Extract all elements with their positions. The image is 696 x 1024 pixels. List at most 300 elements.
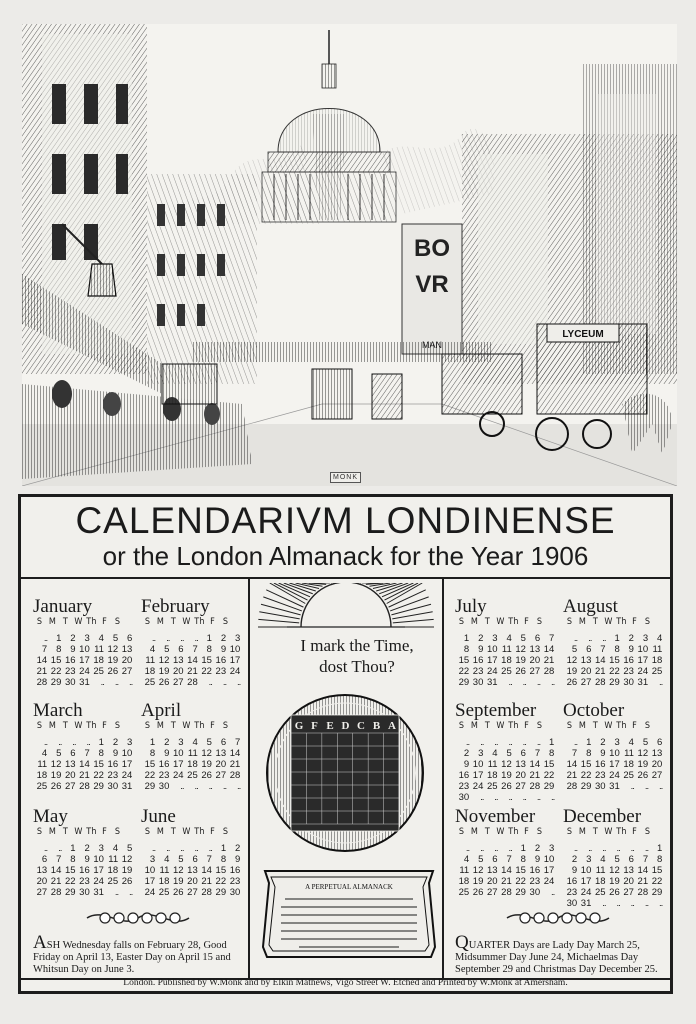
dial-letter: C bbox=[357, 720, 365, 732]
month-name: January bbox=[33, 596, 93, 617]
week-row bbox=[563, 650, 667, 666]
day-cell: 29 bbox=[543, 781, 555, 792]
day-cell: .. bbox=[100, 677, 104, 688]
week-row bbox=[141, 743, 245, 759]
month-name: March bbox=[33, 700, 83, 721]
day-cell: 28 bbox=[187, 677, 198, 688]
week-row bbox=[455, 765, 559, 781]
day-cell: 4 bbox=[98, 633, 104, 644]
day-cell: .. bbox=[151, 633, 156, 644]
day-cell: 18 bbox=[93, 655, 104, 666]
week-row bbox=[455, 787, 559, 803]
day-cell: 3 bbox=[492, 633, 498, 644]
day-cell: 8 bbox=[549, 748, 555, 759]
day-cell: 6 bbox=[70, 748, 76, 759]
day-cell: 21 bbox=[36, 666, 48, 677]
day-cell: 19 bbox=[107, 655, 119, 666]
day-cell: 6 bbox=[492, 854, 498, 865]
day-cell: 17 bbox=[580, 876, 592, 887]
day-cell: 31 bbox=[486, 677, 498, 688]
weekday-label: S bbox=[114, 827, 121, 837]
weekday-label: S bbox=[536, 617, 543, 627]
month-november bbox=[455, 806, 559, 898]
weekday-label: S bbox=[644, 827, 651, 837]
perpetual-dial bbox=[265, 693, 425, 858]
day-cell: 17 bbox=[609, 759, 620, 770]
day-cell: 15 bbox=[580, 759, 592, 770]
weekday-label: Th bbox=[86, 617, 97, 627]
week-row bbox=[33, 732, 137, 748]
month-name: December bbox=[563, 806, 642, 827]
day-cell: .. bbox=[480, 737, 484, 748]
day-cell: 22 bbox=[144, 770, 156, 781]
month-name: February bbox=[141, 596, 210, 617]
weekday-label: F bbox=[102, 617, 107, 627]
week-row bbox=[563, 882, 667, 898]
day-cell: 1 bbox=[549, 737, 555, 748]
day-cell: 4 bbox=[628, 737, 634, 748]
day-cell: 23 bbox=[229, 876, 241, 887]
day-cell: 30 bbox=[594, 781, 606, 792]
day-cell: 17 bbox=[144, 876, 156, 887]
month-name: May bbox=[33, 806, 68, 827]
day-cell: .. bbox=[129, 677, 133, 688]
day-cell: 10 bbox=[93, 854, 104, 865]
day-cell: .. bbox=[58, 737, 62, 748]
day-cell: 1 bbox=[149, 737, 156, 748]
weekday-label: M bbox=[578, 827, 587, 837]
day-cell: 17 bbox=[543, 865, 555, 876]
publisher-footer: London. Published by W.Monk and by Elkin Mathews, Vigo Street W. Etched and Printed by W.Monk at Amersham. bbox=[123, 978, 568, 988]
note-left-text: SH Wednesday falls on February 28, Good Friday on April 13, Easter Day on April 15 and Whitsun Day on June 3. bbox=[33, 940, 231, 975]
day-cell: 28 bbox=[50, 887, 62, 898]
day-cell: 2 bbox=[235, 843, 241, 854]
month-march bbox=[33, 700, 137, 792]
week-row bbox=[141, 765, 245, 781]
day-cell: .. bbox=[58, 843, 62, 854]
day-cell: 5 bbox=[520, 633, 526, 644]
day-cell: 19 bbox=[637, 759, 649, 770]
day-cell: .. bbox=[644, 843, 649, 854]
dial-letter: D bbox=[341, 720, 350, 732]
day-cell: 1 bbox=[98, 737, 104, 748]
day-cell: 7 bbox=[571, 748, 578, 759]
day-cell: .. bbox=[222, 781, 227, 792]
day-cell: 13 bbox=[580, 655, 592, 666]
day-cell: 6 bbox=[657, 737, 663, 748]
week-row bbox=[141, 732, 245, 748]
weekday-label: S bbox=[36, 617, 43, 627]
day-cell: 8 bbox=[520, 854, 526, 865]
day-cell: .. bbox=[630, 898, 634, 909]
day-cell: 9 bbox=[534, 854, 541, 865]
day-cell: 7 bbox=[506, 854, 512, 865]
day-cell: .. bbox=[180, 843, 184, 854]
month-name: November bbox=[455, 806, 536, 827]
weekday-label: F bbox=[210, 617, 215, 627]
weekday-label: T bbox=[170, 721, 177, 731]
day-cell: .. bbox=[551, 887, 555, 898]
day-cell: 20 bbox=[486, 876, 498, 887]
day-cell: 19 bbox=[515, 655, 526, 666]
day-cell: 14 bbox=[36, 655, 48, 666]
weekday-label: S bbox=[36, 721, 43, 731]
day-cell: 23 bbox=[215, 666, 227, 677]
day-cell: 6 bbox=[178, 644, 184, 655]
day-cell: 16 bbox=[64, 655, 76, 666]
day-cell: 17 bbox=[486, 655, 498, 666]
weekday-label: W bbox=[496, 617, 505, 627]
day-cell: 25 bbox=[158, 887, 170, 898]
day-cell: 29 bbox=[50, 677, 62, 688]
month-may bbox=[33, 806, 137, 898]
week-row bbox=[141, 650, 245, 666]
garland-left bbox=[83, 905, 193, 936]
weekday-label: S bbox=[114, 617, 121, 627]
week-row bbox=[563, 732, 667, 748]
day-cell: 5 bbox=[478, 854, 484, 865]
day-cell: .. bbox=[180, 781, 184, 792]
day-cell: 30 bbox=[472, 677, 484, 688]
day-cell: 25 bbox=[594, 887, 606, 898]
day-cell: 21 bbox=[566, 770, 578, 781]
day-cell: 4 bbox=[600, 854, 606, 865]
weekday-label: M bbox=[578, 617, 587, 627]
day-cell: 8 bbox=[98, 748, 104, 759]
month-june bbox=[141, 806, 245, 898]
day-cell: 18 bbox=[107, 865, 119, 876]
day-cell: 25 bbox=[144, 677, 156, 688]
day-cell: .. bbox=[588, 633, 592, 644]
day-cell: 17 bbox=[93, 865, 104, 876]
day-cell: 26 bbox=[50, 781, 62, 792]
day-cell: .. bbox=[630, 781, 634, 792]
day-cell: .. bbox=[194, 633, 198, 644]
day-cell: 19 bbox=[201, 759, 212, 770]
month-july bbox=[455, 596, 559, 688]
day-cell: .. bbox=[630, 843, 634, 854]
day-cell: 27 bbox=[529, 666, 541, 677]
day-cell: 11 bbox=[187, 748, 198, 759]
day-cell: 27 bbox=[215, 770, 227, 781]
day-cell: 16 bbox=[158, 759, 170, 770]
day-cell: 25 bbox=[107, 876, 119, 887]
day-cell: .. bbox=[151, 843, 156, 854]
week-row bbox=[33, 849, 137, 865]
day-cell: 23 bbox=[472, 666, 484, 677]
bovril-sign-top: BO bbox=[414, 235, 450, 262]
day-cell: 26 bbox=[201, 770, 212, 781]
week-row bbox=[141, 838, 245, 854]
day-cell: 9 bbox=[112, 748, 119, 759]
day-cell: 28 bbox=[36, 677, 48, 688]
day-cell: 14 bbox=[201, 865, 212, 876]
weekday-label: F bbox=[524, 617, 529, 627]
day-cell: 29 bbox=[215, 887, 227, 898]
day-cell: 7 bbox=[41, 644, 48, 655]
day-cell: 15 bbox=[64, 865, 76, 876]
day-cell: 4 bbox=[657, 633, 663, 644]
weekday-label: Th bbox=[508, 827, 519, 837]
weekday-label: T bbox=[592, 827, 599, 837]
week-row bbox=[455, 743, 559, 759]
day-cell: 4 bbox=[192, 737, 198, 748]
sun-ray bbox=[393, 619, 434, 623]
day-cell: 31 bbox=[121, 781, 133, 792]
day-cell: 20 bbox=[651, 759, 663, 770]
day-cell: 17 bbox=[121, 759, 133, 770]
weekday-label: F bbox=[632, 721, 637, 731]
day-cell: 6 bbox=[192, 854, 198, 865]
day-cell: 14 bbox=[637, 865, 649, 876]
day-cell: .. bbox=[602, 633, 606, 644]
day-cell: 21 bbox=[201, 876, 212, 887]
day-cell: 30 bbox=[158, 781, 170, 792]
day-cell: 22 bbox=[93, 770, 104, 781]
day-cell: .. bbox=[237, 781, 241, 792]
day-cell: 4 bbox=[463, 854, 470, 865]
day-cell: 23 bbox=[623, 666, 634, 677]
weekday-header bbox=[33, 827, 137, 838]
quarter-days-note bbox=[455, 932, 667, 976]
day-cell: 31 bbox=[637, 677, 649, 688]
day-cell: 9 bbox=[463, 759, 470, 770]
weekday-header bbox=[141, 827, 245, 838]
weekday-label: S bbox=[458, 827, 465, 837]
weekday-label: Th bbox=[86, 827, 97, 837]
day-cell: 12 bbox=[501, 759, 512, 770]
day-cell: 24 bbox=[486, 666, 498, 677]
day-cell: 24 bbox=[472, 781, 484, 792]
day-cell: 27 bbox=[515, 781, 526, 792]
day-cell: 29 bbox=[609, 677, 620, 688]
day-cell: 26 bbox=[121, 876, 133, 887]
day-cell: 11 bbox=[459, 865, 470, 876]
day-cell: 19 bbox=[121, 865, 133, 876]
day-cell: 26 bbox=[158, 677, 170, 688]
weekday-label: T bbox=[592, 617, 599, 627]
day-cell: 30 bbox=[623, 677, 634, 688]
day-cell: 11 bbox=[501, 644, 512, 655]
week-row bbox=[141, 871, 245, 887]
day-cell: 23 bbox=[529, 876, 541, 887]
day-cell: 8 bbox=[614, 644, 620, 655]
day-cell: 31 bbox=[580, 898, 592, 909]
week-row bbox=[455, 871, 559, 887]
week-row bbox=[141, 639, 245, 655]
day-cell: .. bbox=[522, 792, 526, 803]
etching-signature: MONK bbox=[330, 472, 361, 483]
weekday-label: M bbox=[48, 617, 57, 627]
day-cell: .. bbox=[659, 677, 663, 688]
day-cell: 8 bbox=[463, 644, 470, 655]
weekday-header bbox=[455, 827, 559, 838]
weekday-label: S bbox=[536, 827, 543, 837]
note-right-text: UARTER Days are Lady Day March 25, Midsummer Day June 24, Michaelmas Day September 29 and Christmas Day December 25. bbox=[455, 940, 658, 975]
day-cell: 11 bbox=[159, 865, 170, 876]
day-cell: 1 bbox=[220, 843, 227, 854]
bovril-sign-bottom: VR bbox=[415, 271, 449, 298]
day-cell: 5 bbox=[112, 633, 119, 644]
weekday-label: Th bbox=[194, 617, 205, 627]
day-cell: .. bbox=[522, 737, 526, 748]
day-cell: 5 bbox=[614, 854, 620, 865]
day-cell: 20 bbox=[215, 759, 227, 770]
month-february bbox=[141, 596, 245, 688]
day-cell: .. bbox=[465, 737, 470, 748]
day-cell: 16 bbox=[529, 865, 541, 876]
day-cell: 7 bbox=[549, 633, 555, 644]
day-cell: 7 bbox=[534, 748, 541, 759]
weekday-label: S bbox=[566, 827, 573, 837]
day-cell: 8 bbox=[220, 854, 227, 865]
weekday-label: Th bbox=[194, 721, 205, 731]
day-cell: 22 bbox=[580, 770, 592, 781]
day-cell: 22 bbox=[458, 666, 470, 677]
day-cell: 22 bbox=[64, 876, 76, 887]
day-cell: 11 bbox=[487, 759, 498, 770]
day-cell: 17 bbox=[472, 770, 484, 781]
weekday-label: F bbox=[524, 827, 529, 837]
week-row bbox=[455, 672, 559, 688]
day-cell: .. bbox=[480, 843, 484, 854]
day-cell: 3 bbox=[614, 737, 620, 748]
day-cell: .. bbox=[536, 677, 541, 688]
weekday-header bbox=[33, 617, 137, 628]
day-cell: 9 bbox=[571, 865, 578, 876]
day-cell: 22 bbox=[50, 666, 62, 677]
day-cell: 11 bbox=[94, 644, 104, 655]
weekday-header bbox=[141, 617, 245, 628]
week-row bbox=[563, 754, 667, 770]
weekday-label: S bbox=[566, 617, 573, 627]
week-row bbox=[33, 776, 137, 792]
day-cell: 10 bbox=[486, 644, 498, 655]
day-cell: 5 bbox=[206, 737, 212, 748]
day-cell: 10 bbox=[543, 854, 555, 865]
day-cell: 13 bbox=[64, 759, 76, 770]
week-row bbox=[33, 743, 137, 759]
week-row bbox=[141, 628, 245, 644]
day-cell: 9 bbox=[220, 644, 227, 655]
day-cell: 4 bbox=[149, 644, 156, 655]
week-row bbox=[33, 650, 137, 666]
day-cell: 22 bbox=[215, 876, 227, 887]
left-column-rule bbox=[248, 579, 250, 979]
weekday-label: M bbox=[156, 721, 165, 731]
day-cell: 26 bbox=[609, 887, 620, 898]
day-cell: 27 bbox=[64, 781, 76, 792]
day-cell: .. bbox=[114, 887, 119, 898]
day-cell: 30 bbox=[229, 887, 241, 898]
weekday-label: S bbox=[566, 721, 573, 731]
weekday-label: F bbox=[210, 721, 215, 731]
day-cell: 20 bbox=[36, 876, 48, 887]
week-row bbox=[141, 860, 245, 876]
day-cell: 5 bbox=[56, 748, 62, 759]
day-cell: 24 bbox=[93, 876, 104, 887]
day-cell: 18 bbox=[187, 759, 198, 770]
day-cell: 25 bbox=[486, 781, 498, 792]
day-cell: 6 bbox=[534, 633, 541, 644]
weekday-label: Th bbox=[508, 617, 519, 627]
day-cell: 6 bbox=[628, 854, 634, 865]
day-cell: 19 bbox=[501, 770, 512, 781]
day-cell: 15 bbox=[50, 655, 62, 666]
day-cell: 11 bbox=[108, 854, 119, 865]
day-cell: 29 bbox=[144, 781, 156, 792]
weekday-label: S bbox=[458, 617, 465, 627]
weekday-header bbox=[563, 617, 667, 628]
weekday-label: T bbox=[484, 827, 491, 837]
week-row bbox=[563, 661, 667, 677]
day-cell: 18 bbox=[486, 770, 498, 781]
day-cell: 27 bbox=[486, 887, 498, 898]
week-row bbox=[455, 639, 559, 655]
weekday-label: W bbox=[182, 827, 191, 837]
motto-line-1: I mark the Time, bbox=[300, 636, 414, 655]
day-cell: 12 bbox=[172, 865, 184, 876]
day-cell: 23 bbox=[566, 887, 578, 898]
day-cell: 11 bbox=[37, 759, 48, 770]
weekday-label: S bbox=[144, 617, 151, 627]
weekday-label: W bbox=[496, 827, 505, 837]
day-cell: 12 bbox=[50, 759, 62, 770]
day-cell: 7 bbox=[192, 644, 198, 655]
day-cell: 19 bbox=[472, 876, 484, 887]
day-cell: .. bbox=[465, 843, 470, 854]
day-cell: .. bbox=[573, 633, 578, 644]
day-cell: 28 bbox=[201, 887, 212, 898]
week-row bbox=[455, 628, 559, 644]
weekday-label: W bbox=[74, 827, 83, 837]
week-row bbox=[563, 765, 667, 781]
day-cell: .. bbox=[551, 677, 555, 688]
lyceum-sign: LYCEUM bbox=[562, 329, 604, 340]
day-cell: 1 bbox=[586, 737, 592, 748]
ludgate-hill-etching bbox=[22, 24, 677, 486]
week-row bbox=[141, 754, 245, 770]
day-cell: 11 bbox=[595, 865, 606, 876]
day-cell: 10 bbox=[580, 865, 592, 876]
weekday-label: T bbox=[62, 721, 69, 731]
day-cell: .. bbox=[508, 792, 512, 803]
scroll-svg bbox=[259, 863, 439, 963]
dial-letter: B bbox=[372, 720, 381, 732]
day-cell: 10 bbox=[121, 748, 133, 759]
weekday-header bbox=[455, 721, 559, 732]
day-cell: 2 bbox=[164, 737, 170, 748]
almanac-title: CALENDARIVM LONDINENSE bbox=[75, 500, 616, 541]
weekday-label: T bbox=[62, 827, 69, 837]
scroll-title: A PERPETUAL ALMANACK bbox=[305, 883, 393, 891]
day-cell: 3 bbox=[98, 843, 104, 854]
day-cell: 13 bbox=[172, 655, 184, 666]
day-cell: 2 bbox=[220, 633, 227, 644]
week-row bbox=[33, 882, 137, 898]
month-december bbox=[563, 806, 667, 909]
weekday-label: Th bbox=[508, 721, 519, 731]
day-cell: 16 bbox=[229, 865, 241, 876]
day-cell: 27 bbox=[36, 887, 48, 898]
day-cell: 25 bbox=[187, 770, 198, 781]
day-cell: 14 bbox=[50, 865, 62, 876]
day-cell: 24 bbox=[543, 876, 555, 887]
day-cell: 10 bbox=[637, 644, 649, 655]
day-cell: .. bbox=[43, 633, 48, 644]
day-cell: 3 bbox=[549, 843, 555, 854]
day-cell: 26 bbox=[566, 677, 578, 688]
